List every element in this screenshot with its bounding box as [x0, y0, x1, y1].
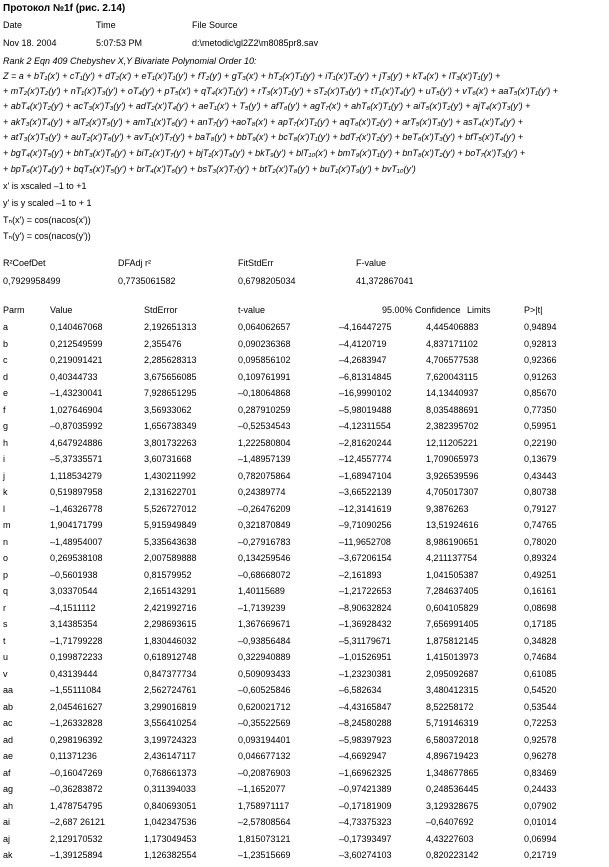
table-row — [0, 636, 609, 653]
p-value-cell: 0,74684 — [524, 652, 557, 662]
table-row — [0, 537, 609, 554]
table-row — [0, 685, 609, 702]
parm-cell: ab — [3, 701, 14, 712]
t-value-cell: 0,046677132 — [238, 751, 291, 761]
std-error-cell: 1,126382554 — [144, 850, 197, 860]
lower-limit-cell: –3,67206154 — [339, 553, 392, 563]
table-row — [0, 372, 609, 389]
value-cell: –1,55111084 — [50, 685, 102, 695]
table-row — [0, 339, 609, 356]
lower-limit-cell: –0,17393497 — [339, 833, 392, 844]
parm-cell: n — [3, 536, 9, 547]
p-value-cell: 0,96278 — [524, 751, 557, 761]
p-value-cell: 0,34828 — [524, 635, 557, 646]
date-header: Date — [3, 20, 23, 30]
lower-limit-cell: –0,17181909 — [339, 800, 392, 811]
t-value-cell: –0,35522569 — [238, 718, 291, 728]
table-header — [0, 305, 609, 322]
upper-limit-cell: 3,129328675 — [426, 800, 479, 811]
equation-line: + atT₃(x')T₅(y') + auT₂(x')T₆(y') + avT₁(x')T₇(y') + baT₈(y') + bbT₉(x') + bcT₈(x')T₁(y') + bdT₇(x')T₂(y') + beT₆(x')T₃(y') + bfT₅(x')T₄(y') + — [3, 132, 524, 142]
value-cell: 0,40344733 — [50, 371, 98, 382]
p-value-cell: 0,91263 — [524, 371, 557, 382]
parm-cell: v — [3, 668, 8, 679]
value-cell: 4,647924886 — [50, 437, 103, 448]
file-source-value: d:\metodic\gl2Z2\m8085pr8.sav — [192, 38, 319, 48]
parm-cell: f — [3, 404, 6, 415]
chebyshev-definition: Tₙ(y') = cos(nacos(y')) — [3, 231, 91, 241]
upper-limit-cell: 3,480412315 — [426, 685, 479, 695]
table-row — [0, 718, 609, 735]
p-value-cell: 0,13679 — [524, 454, 557, 464]
value-cell: 0,519897958 — [50, 487, 103, 497]
value-cell: 0,269538108 — [50, 553, 103, 563]
p-value-cell: 0,49251 — [524, 569, 557, 580]
std-error-cell: 0,840693051 — [144, 800, 197, 811]
parm-cell: d — [3, 371, 9, 382]
std-error-cell: 2,285628313 — [144, 355, 197, 365]
lower-limit-cell: –1,23230381 — [339, 668, 392, 679]
time-header: Time — [96, 20, 116, 30]
t-value-cell: –0,52534543 — [238, 421, 291, 431]
table-row — [0, 784, 609, 801]
upper-limit-cell: 4,211137754 — [426, 553, 478, 563]
upper-limit-cell: 7,620043115 — [426, 371, 478, 382]
lower-limit-cell: –5,98397923 — [339, 734, 392, 745]
std-error-cell: 2,562724761 — [144, 685, 197, 695]
upper-limit-cell: 6,580372018 — [426, 734, 479, 745]
p-value-cell: 0,74765 — [524, 520, 557, 530]
p-value-cell: 0,53544 — [524, 701, 557, 712]
value-cell: 0,212549599 — [50, 338, 103, 349]
upper-limit-cell: 1,709065973 — [426, 454, 479, 464]
table-row — [0, 454, 609, 471]
std-error-cell: 1,830446032 — [144, 635, 197, 646]
col-header-std-error: StdError — [144, 305, 178, 315]
equation-rank-line: Rank 2 Eqn 409 Chebyshev X,Y Bivariate Polynomial Order 10: — [3, 56, 257, 66]
table-row — [0, 652, 609, 669]
value-cell: 2,045461627 — [50, 701, 103, 712]
p-value-cell: 0,01014 — [524, 817, 557, 827]
equation-line: + bpT₆(x')T₄(y') + bqT₅(x')T₅(y') + brT₄(x')T₆(y') + bsT₃(x')T₇(y') + btT₂(x')T₈(y') + buT₁(x')T₉(y') + bvT₁₀(y') — [3, 164, 416, 174]
parm-cell: m — [3, 520, 11, 530]
equation-line: + bgT₄(x')T₅(y') + bhT₃(x')T₆(y') + biT₂(x')T₇(y') + bjT₁(x')T₈(y') + bkT₉(y') + blT₁₀(x') + bmT₉(x')T₁(y') + bnT₈(x')T₂(y') + boT₇(x')T₃(y') + — [3, 148, 526, 158]
p-value-cell: 0,92578 — [524, 734, 557, 745]
equation-line: + mT₂(x')T₂(y') + nT₁(x')T₃(y') + oT₄(y') + pT₅(x') + qT₄(x')T₁(y') + rT₃(x')T₂(y') + sT₂(x')T₃(y') + tT₁(x')T₄(y') + uT₅(y') + vT₆(x') + aaT₅(x')T₁(y') + — [3, 86, 558, 96]
table-row — [0, 520, 609, 537]
p-value-cell: 0,24433 — [524, 784, 557, 794]
upper-limit-cell: 1,041505387 — [426, 569, 479, 580]
table-row — [0, 817, 609, 834]
std-error-cell: 0,847377734 — [144, 668, 197, 679]
value-cell: –1,26332828 — [50, 718, 103, 728]
p-value-cell: 0,72253 — [524, 718, 557, 728]
parm-cell: a — [3, 322, 9, 332]
p-value-cell: 0,83469 — [524, 767, 557, 778]
table-row — [0, 322, 609, 339]
lower-limit-cell: –1,36928432 — [339, 619, 392, 629]
value-cell: –2,687 26121 — [50, 817, 106, 827]
table-row — [0, 735, 609, 752]
p-value-cell: 0,22190 — [524, 437, 557, 448]
parm-cell: q — [3, 586, 9, 596]
lower-limit-cell: –2,81620244 — [339, 437, 392, 448]
p-value-cell: 0,59951 — [524, 421, 557, 431]
table-row — [0, 504, 609, 521]
t-value-cell: 0,321870849 — [238, 520, 291, 530]
equation-line: Z = a + bT₁(x') + cT₁(y') + dT₂(x') + eT₁(x')T₁(y') + fT₂(y') + gT₃(x') + hT₂(x')T₁(y') + iT₁(x')T₂(y') + jT₃(y') + kT₄(x') + lT₃(x')T₁(y') + — [3, 71, 501, 81]
std-error-cell: 5,915949849 — [144, 520, 197, 530]
table-row — [0, 553, 609, 570]
upper-limit-cell: 8,986190651 — [426, 536, 479, 547]
t-value-cell: 0,134259546 — [238, 553, 291, 563]
table-row — [0, 768, 609, 785]
std-error-cell: 5,335643638 — [144, 536, 197, 547]
parm-cell: ad — [3, 734, 14, 745]
t-value-cell: –0,27916783 — [238, 536, 291, 547]
col-header-limits: Limits — [467, 305, 491, 315]
table-row — [0, 603, 609, 620]
t-value-cell: 0,095856102 — [238, 355, 291, 365]
parm-cell: ai — [3, 817, 11, 827]
value-cell: 1,118534279 — [50, 470, 102, 481]
page-title: Протокол №1f (рис. 2.14) — [3, 3, 126, 14]
lower-limit-cell: –5,31179671 — [339, 635, 391, 646]
std-error-cell: 0,81579952 — [144, 569, 192, 580]
value-cell: –0,36283872 — [50, 784, 103, 794]
table-row — [0, 801, 609, 818]
t-value-cell: 0,093194401 — [238, 734, 291, 745]
parm-cell: c — [3, 355, 8, 365]
parm-cell: af — [3, 767, 11, 778]
value-cell: 0,43139444 — [50, 668, 98, 679]
upper-limit-cell: 2,382395702 — [426, 421, 479, 431]
p-value-cell: 0,85670 — [524, 388, 557, 398]
std-error-cell: 0,768661373 — [144, 767, 197, 778]
t-value-cell: 0,24389774 — [238, 487, 286, 497]
upper-limit-cell: 14,13440937 — [426, 388, 479, 398]
upper-limit-cell: 8,035488691 — [426, 404, 479, 415]
time-value: 5:07:53 PM — [96, 38, 143, 48]
p-value-cell: 0,61085 — [524, 668, 557, 679]
scaling-note: y' is y scaled –1 to + 1 — [3, 198, 92, 208]
p-value-cell: 0,08698 — [524, 602, 557, 613]
lower-limit-cell: –1,21722653 — [339, 586, 392, 596]
table-row — [0, 619, 609, 636]
parm-cell: ak — [3, 850, 13, 860]
t-value-cell: –0,18064868 — [238, 388, 291, 398]
table-row — [0, 487, 609, 504]
t-value-cell: 0,509093433 — [238, 668, 291, 679]
t-value-cell: 0,620021712 — [238, 701, 291, 712]
upper-limit-cell: 0,248536445 — [426, 784, 479, 794]
lower-limit-cell: –4,16447275 — [339, 322, 392, 332]
lower-limit-cell: –4,73375323 — [339, 817, 392, 827]
std-error-cell: 1,430211992 — [144, 470, 196, 481]
std-error-cell: 3,60731668 — [144, 454, 192, 464]
parm-cell: u — [3, 652, 9, 662]
std-error-cell: 7,928651295 — [144, 388, 197, 398]
std-error-cell: 3,675656085 — [144, 371, 197, 382]
scaling-note: x' is xscaled –1 to +1 — [3, 181, 87, 191]
equation-line: + akT₃(x')T₄(y') + alT₂(x')T₅(y') + amT₁(x')T₆(y') + anT₇(y') +aoT₈(x') + apT₇(x')T₁(y') + aqT₆(x')T₂(y') + arT₅(x')T₃(y') + asT₄(x')T₄(y') + — [3, 117, 524, 127]
parm-cell: t — [3, 635, 6, 646]
lower-limit-cell: –12,4557774 — [339, 454, 392, 464]
value-cell: 1,904171799 — [50, 520, 103, 530]
upper-limit-cell: 4,837171102 — [426, 338, 478, 349]
value-cell: –1,43230041 — [50, 388, 103, 398]
t-value-cell: 0,287910259 — [238, 404, 291, 415]
std-error-cell: 2,355476 — [144, 338, 182, 349]
t-value-cell: –2,57808564 — [238, 817, 291, 827]
value-cell: –4,1511112 — [50, 602, 96, 613]
t-value-cell: –0,26476209 — [238, 503, 291, 514]
std-error-cell: 3,199724323 — [144, 734, 197, 745]
value-cell: 0,298196392 — [50, 734, 103, 745]
lower-limit-cell: –6,81314845 — [339, 371, 392, 382]
lower-limit-cell: –12,3141619 — [339, 503, 392, 514]
lower-limit-cell: –3,66522139 — [339, 487, 392, 497]
lower-limit-cell: –11,9652708 — [339, 536, 391, 547]
chebyshev-definition: Tₙ(x') = cos(nacos(x')) — [3, 215, 91, 225]
value-cell: 1,027646904 — [50, 404, 103, 415]
p-value-cell: 0,07902 — [524, 800, 557, 811]
t-value-cell: –1,1652077 — [238, 784, 286, 794]
std-error-cell: 3,556410254 — [144, 718, 197, 728]
p-value-cell: 0,17185 — [524, 619, 557, 629]
parm-cell: s — [3, 619, 8, 629]
upper-limit-cell: 4,43227603 — [426, 833, 474, 844]
col-header-p-value: P>|t| — [524, 305, 543, 315]
p-value-cell: 0,54520 — [524, 685, 557, 695]
col-header-parm: Parm — [3, 305, 25, 315]
stat-header-r2: R²CoefDet — [3, 258, 46, 268]
value-cell: 3,03370544 — [50, 586, 98, 596]
t-value-cell: –1,23515669 — [238, 850, 291, 860]
p-value-cell: 0,94894 — [524, 322, 557, 332]
parm-cell: ac — [3, 718, 13, 728]
p-value-cell: 0,78020 — [524, 536, 557, 547]
stat-header-adj-r2: DFAdj r² — [118, 258, 152, 268]
std-error-cell: 3,801732263 — [144, 437, 197, 448]
t-value-cell: 0,322940889 — [238, 652, 291, 662]
std-error-cell: 1,656738349 — [144, 421, 197, 431]
std-error-cell: 1,173049453 — [144, 833, 197, 844]
upper-limit-cell: –0,6407692 — [426, 817, 474, 827]
upper-limit-cell: 4,896719423 — [426, 751, 479, 761]
stat-value-adj-r2: 0,7735061582 — [118, 276, 176, 286]
value-cell: 0,199872233 — [50, 652, 103, 662]
stat-header-f-value: F-value — [356, 258, 387, 268]
t-value-cell: –0,20876903 — [238, 767, 291, 778]
upper-limit-cell: 1,415013973 — [426, 652, 479, 662]
p-value-cell: 0,80738 — [524, 487, 557, 497]
t-value-cell: 0,090236368 — [238, 338, 291, 349]
parm-cell: aa — [3, 685, 14, 695]
p-value-cell: 0,43443 — [524, 470, 557, 481]
value-cell: 3,14385354 — [50, 619, 98, 629]
value-cell: 0,140467068 — [50, 322, 103, 332]
parm-cell: e — [3, 388, 9, 398]
std-error-cell: 2,192651313 — [144, 322, 197, 332]
parm-cell: ae — [3, 751, 14, 761]
std-error-cell: 2,436147117 — [144, 751, 196, 761]
lower-limit-cell: –4,43165847 — [339, 701, 392, 712]
upper-limit-cell: 7,284637405 — [426, 586, 479, 596]
lower-limit-cell: –5,98019488 — [339, 404, 392, 415]
t-value-cell: 1,815073121 — [238, 833, 291, 844]
file-source-header: File Source — [192, 20, 238, 30]
lower-limit-cell: –3,60274103 — [339, 850, 392, 860]
parm-cell: j — [3, 470, 5, 481]
t-value-cell: 0,109761991 — [238, 371, 291, 382]
value-cell: –1,39125894 — [50, 850, 103, 860]
table-row — [0, 751, 609, 768]
table-row — [0, 570, 609, 587]
p-value-cell: 0,89324 — [524, 553, 557, 563]
value-cell: –1,48954007 — [50, 536, 103, 547]
p-value-cell: 0,06994 — [524, 833, 557, 844]
table-row — [0, 405, 609, 422]
std-error-cell: 1,042347536 — [144, 817, 197, 827]
lower-limit-cell: –16,9990102 — [339, 388, 392, 398]
value-cell: 0,219091421 — [50, 355, 103, 365]
table-row — [0, 669, 609, 686]
stat-value-fit-std-err: 0,6798205034 — [238, 276, 296, 286]
t-value-cell: –0,93856484 — [238, 635, 291, 646]
p-value-cell: 0,92813 — [524, 338, 557, 349]
parm-cell: p — [3, 569, 9, 580]
value-cell: 2,129170532 — [50, 833, 103, 844]
value-cell: –5,37335571 — [50, 454, 103, 464]
p-value-cell: 0,16161 — [524, 586, 557, 596]
col-header-confidence: 95.00% Confidence — [382, 305, 461, 315]
p-value-cell: 0,92366 — [524, 355, 557, 365]
table-row — [0, 834, 609, 851]
std-error-cell: 2,131622701 — [144, 487, 197, 497]
value-cell: –1,46326778 — [50, 503, 103, 514]
table-row — [0, 586, 609, 603]
t-value-cell: 1,758971117 — [238, 800, 290, 811]
t-value-cell: –0,60525846 — [238, 685, 291, 695]
parm-cell: ag — [3, 784, 14, 794]
lower-limit-cell: –4,12311554 — [339, 421, 391, 431]
upper-limit-cell: 0,820223142 — [426, 850, 479, 860]
t-value-cell: 0,064062657 — [238, 322, 291, 332]
p-value-cell: 0,77350 — [524, 404, 557, 415]
lower-limit-cell: –1,66962325 — [339, 767, 392, 778]
col-header-t-value: t-value — [238, 305, 266, 315]
parm-cell: ah — [3, 800, 14, 811]
t-value-cell: –1,7139239 — [238, 602, 286, 613]
parm-cell: l — [3, 503, 5, 514]
lower-limit-cell: –1,68947104 — [339, 470, 392, 481]
table-row — [0, 702, 609, 719]
parm-cell: r — [3, 602, 6, 613]
lower-limit-cell: –4,4120719 — [339, 338, 387, 349]
lower-limit-cell: –6,582634 — [339, 685, 382, 695]
parm-cell: aj — [3, 833, 11, 844]
parm-cell: h — [3, 437, 9, 448]
std-error-cell: 2,298693615 — [144, 619, 197, 629]
value-cell: 1,478754795 — [50, 800, 103, 811]
std-error-cell: 2,421992716 — [144, 602, 197, 613]
value-cell: –1,71799228 — [50, 635, 103, 646]
equation-line: + abT₄(x')T₂(y') + acT₃(x')T₃(y') + adT₂(x')T₄(y') + aeT₁(x') + T₅(y') + afT₆(y') + agT₇(x') + ahT₆(x')T₁(y') + aiT₅(x')T₂(y') + ajT₄(x')T₃(y') + — [3, 101, 531, 111]
value-cell: –0,16047269 — [50, 767, 103, 778]
p-value-cell: 0,21719 — [524, 850, 557, 860]
table-row — [0, 438, 609, 455]
std-error-cell: 2,007589888 — [144, 553, 197, 563]
value-cell: 0,11371236 — [50, 751, 97, 761]
upper-limit-cell: 5,719146319 — [426, 718, 479, 728]
t-value-cell: –0,68668072 — [238, 569, 291, 580]
parm-cell: i — [3, 454, 5, 464]
upper-limit-cell: 4,445406883 — [426, 322, 479, 332]
t-value-cell: 1,222580804 — [238, 437, 291, 448]
std-error-cell: 5,526727012 — [144, 503, 197, 514]
upper-limit-cell: 7,656991405 — [426, 619, 479, 629]
stat-header-fit-std-err: FitStdErr — [238, 258, 274, 268]
std-error-cell: 0,618912748 — [144, 652, 197, 662]
upper-limit-cell: 0,604105829 — [426, 602, 479, 613]
parm-cell: g — [3, 421, 9, 431]
std-error-cell: 2,165143291 — [144, 586, 197, 596]
date-value: Nov 18. 2004 — [3, 38, 57, 48]
lower-limit-cell: –9,71090256 — [339, 520, 392, 530]
table-row — [0, 355, 609, 372]
parm-cell: b — [3, 338, 9, 349]
value-cell: –0,87035992 — [50, 421, 103, 431]
std-error-cell: 0,311394033 — [144, 784, 196, 794]
t-value-cell: 0,782075864 — [238, 470, 291, 481]
parm-cell: o — [3, 553, 9, 563]
upper-limit-cell: 12,11205221 — [426, 437, 478, 448]
upper-limit-cell: 13,51924616 — [426, 520, 479, 530]
upper-limit-cell: 2,095092687 — [426, 668, 479, 679]
parm-cell: k — [3, 487, 8, 497]
lower-limit-cell: –1,01526951 — [339, 652, 392, 662]
upper-limit-cell: 3,926539596 — [426, 470, 479, 481]
stat-value-f-value: 41,372867041 — [356, 276, 414, 286]
upper-limit-cell: 1,348677865 — [426, 767, 479, 778]
t-value-cell: 1,40115689 — [238, 586, 285, 596]
lower-limit-cell: –8,90632824 — [339, 602, 392, 613]
upper-limit-cell: 8,52258172 — [426, 701, 474, 712]
t-value-cell: 1,367669671 — [238, 619, 291, 629]
lower-limit-cell: –2,161893 — [339, 569, 382, 580]
table-row — [0, 421, 609, 438]
lower-limit-cell: –0,97421389 — [339, 784, 392, 794]
lower-limit-cell: –4,6692947 — [339, 751, 387, 761]
table-row — [0, 471, 609, 488]
p-value-cell: 0,79127 — [524, 503, 557, 514]
stat-value-r2: 0,7929958499 — [3, 276, 61, 286]
upper-limit-cell: 4,705017307 — [426, 487, 479, 497]
table-row — [0, 388, 609, 405]
t-value-cell: –1,48957139 — [238, 454, 291, 464]
col-header-value: Value — [50, 305, 73, 315]
upper-limit-cell: 1,875812145 — [426, 635, 479, 646]
std-error-cell: 3,299016819 — [144, 701, 197, 712]
lower-limit-cell: –4,2683947 — [339, 355, 387, 365]
std-error-cell: 3,56933062 — [144, 404, 192, 415]
upper-limit-cell: 9,3876263 — [426, 503, 469, 514]
upper-limit-cell: 4,706577538 — [426, 355, 479, 365]
lower-limit-cell: –8,24580288 — [339, 718, 392, 728]
value-cell: –0,5601938 — [50, 569, 98, 580]
